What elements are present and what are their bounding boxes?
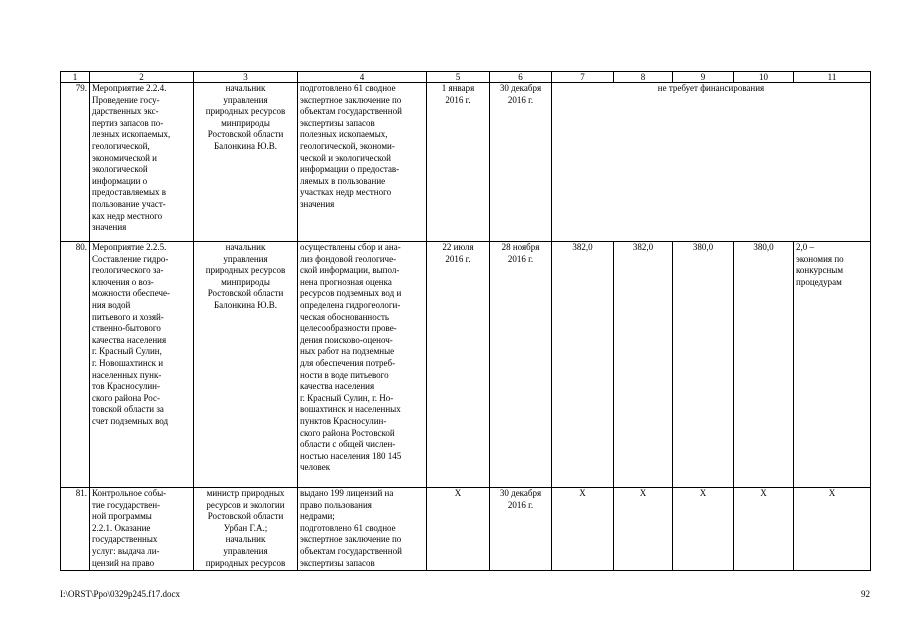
- cell-line: определена гидрогеологи-: [300, 299, 401, 310]
- cell-line: лезных ископаемых,: [92, 129, 171, 140]
- cell-line: ресурсов и экологии: [206, 499, 285, 510]
- table-row: [61, 83, 871, 242]
- cell-line: ческая обоснованность: [300, 311, 389, 322]
- col8-value: 382,0: [614, 242, 673, 488]
- cell-line: участках недр местного: [300, 187, 392, 198]
- cell-line: нена прогнозная оценка: [300, 276, 392, 287]
- cell-line: экспертное заключение по: [300, 94, 402, 105]
- header-row: [61, 72, 871, 83]
- cell-line: природных ресурсов: [205, 265, 286, 276]
- responsible-person: [194, 488, 298, 571]
- cell-line: ных работ на подземные: [300, 346, 395, 357]
- cell-line: Контрольное собы-: [92, 488, 167, 498]
- page-number: 92: [861, 589, 870, 599]
- cell-line: для обеспечения потреб-: [300, 357, 396, 368]
- cell-line: ресурсов подземных вод и: [300, 288, 402, 299]
- cell-line: 22 июля: [442, 242, 474, 252]
- table-row: [61, 242, 871, 488]
- cell-line: ках недр местного: [92, 210, 163, 221]
- cell-line: минприроды: [221, 117, 270, 128]
- header-cell: 6: [490, 72, 552, 83]
- col9-value: Х: [673, 488, 734, 571]
- end-date: [490, 83, 552, 242]
- header-cell: 10: [734, 72, 794, 83]
- cell-line: пунктов Красносулин-: [300, 415, 387, 426]
- header-cell: 1: [61, 72, 90, 83]
- cell-line: ляемых в пользование: [300, 175, 386, 186]
- col10-value: 380,0: [734, 242, 794, 488]
- cell-line: пертиз запасов по-: [92, 117, 164, 128]
- row-number: 79.: [61, 83, 90, 242]
- cell-line: полезных ископаемых,: [300, 129, 388, 140]
- cell-line: начальник: [225, 242, 266, 252]
- cell-line: Х: [454, 488, 462, 498]
- header-cell: 7: [552, 72, 614, 83]
- cell-line: 2016 г.: [507, 499, 534, 510]
- cell-line: геологической, экономи-: [300, 140, 395, 151]
- cell-line: осуществлены сбор и ана-: [300, 242, 401, 252]
- cell-line: цензий на право: [92, 557, 155, 568]
- cell-line: минприроды: [221, 276, 270, 287]
- result-description: [298, 488, 427, 571]
- end-date: [490, 242, 552, 488]
- cell-line: информации о предостав-: [300, 164, 400, 175]
- cell-line: 2016 г.: [507, 253, 534, 264]
- cell-line: Проведение госу-: [92, 94, 160, 105]
- cell-line: экономия по: [796, 253, 844, 264]
- cell-line: экономической и: [92, 152, 157, 163]
- cell-line: г. Новошахтинск и: [92, 357, 164, 368]
- cell-line: человек: [300, 462, 331, 473]
- cell-line: Балонкина Ю.В.: [213, 140, 278, 151]
- cell-line: экспертизы запасов: [300, 117, 375, 128]
- cell-line: значения: [300, 198, 335, 209]
- funding-note: не требует финансирования: [552, 83, 871, 242]
- cell-line: предоставляемых в: [92, 187, 167, 198]
- header-cell: 8: [614, 72, 673, 83]
- cell-line: управления: [223, 253, 268, 264]
- cell-line: управления: [223, 545, 268, 556]
- cell-line: дарственных экс-: [92, 106, 159, 117]
- cell-line: объектам государственной: [300, 106, 402, 117]
- header-cell: 5: [427, 72, 490, 83]
- result-description: [298, 83, 427, 242]
- end-date: [490, 488, 552, 571]
- cell-line: товской области за: [92, 404, 164, 415]
- col11-note: [794, 488, 871, 571]
- cell-line: целесообразности прове-: [300, 323, 397, 334]
- cell-line: ской информации, выпол-: [300, 265, 400, 276]
- start-date: [427, 488, 490, 571]
- cell-line: 2.2.1. Оказание: [92, 522, 151, 533]
- cell-line: начальник: [225, 83, 266, 93]
- cell-line: ского района Ростовской: [300, 427, 395, 438]
- cell-line: области с общей числен-: [300, 439, 396, 450]
- cell-line: Составление гидро-: [92, 253, 169, 264]
- cell-line: услуг: выдача ли-: [92, 545, 160, 556]
- cell-line: тие государствен-: [92, 499, 161, 510]
- header-cell: 9: [673, 72, 734, 83]
- cell-line: объектам государственной: [300, 545, 402, 556]
- cell-line: право пользования: [300, 499, 372, 510]
- cell-line: Мероприятие 2.2.5.: [92, 242, 167, 252]
- cell-line: 30 декабря: [499, 488, 542, 498]
- cell-line: пользование участ-: [92, 198, 166, 209]
- cell-line: Балонкина Ю.В.: [213, 299, 278, 310]
- document-page: [60, 71, 870, 571]
- cell-line: геологической,: [92, 140, 150, 151]
- cell-line: недрами;: [300, 511, 335, 522]
- cell-line: 2016 г.: [445, 253, 471, 264]
- cell-line: счет подземных вод: [92, 415, 169, 426]
- cell-line: ности в воде питьевого: [300, 369, 389, 380]
- cell-line: ностью населения 180 145: [300, 450, 402, 461]
- col10-value: Х: [734, 488, 794, 571]
- cell-line: значения: [92, 222, 127, 233]
- cell-line: ключения о воз-: [92, 276, 154, 287]
- cell-line: г. Красный Сулин,: [92, 346, 162, 357]
- start-date: [427, 242, 490, 488]
- cell-line: дения поисково-оценоч-: [300, 334, 393, 345]
- cell-line: министр природных: [206, 488, 285, 498]
- cell-line: ческой и экологической: [300, 152, 391, 163]
- cell-line: подготовлено 61 сводное: [300, 522, 396, 533]
- cell-line: подготовлено 61 сводное: [300, 83, 396, 93]
- footer-file-path: I:\ORST\Ppo\0329p245.f17.docx: [60, 589, 181, 599]
- cell-line: Урбан Г.А.;: [223, 522, 268, 533]
- col8-value: Х: [614, 488, 673, 571]
- cell-line: управления: [223, 94, 268, 105]
- cell-line: 2016 г.: [507, 94, 534, 105]
- cell-line: ния водой: [92, 299, 131, 310]
- cell-line: лиз фондовой геологиче-: [300, 253, 397, 264]
- cell-line: природных ресурсов: [205, 557, 286, 568]
- cell-line: информации о: [92, 175, 148, 186]
- col11-note: [794, 242, 871, 488]
- header-cell: 11: [794, 72, 871, 83]
- header-cell: 2: [90, 72, 194, 83]
- col9-value: 380,0: [673, 242, 734, 488]
- col7-value: Х: [552, 488, 614, 571]
- header-cell: 3: [194, 72, 298, 83]
- cell-line: тов Красносулин-: [92, 381, 160, 392]
- result-description: [298, 242, 427, 488]
- cell-line: экспертное заключение по: [300, 534, 402, 545]
- cell-line: питьевого и хозяй-: [92, 311, 164, 322]
- col7-value: 382,0: [552, 242, 614, 488]
- cell-line: Ростовской области: [207, 288, 284, 299]
- cell-line: процедурам: [796, 276, 842, 287]
- table-row: [61, 488, 871, 571]
- cell-line: Ростовской области: [207, 511, 284, 522]
- row-number: 81.: [61, 488, 90, 571]
- cell-line: Ростовской области: [207, 129, 284, 140]
- cell-line: качества населения: [92, 334, 167, 345]
- cell-line: населенных пунк-: [92, 369, 162, 380]
- cell-line: конкурсным: [796, 265, 844, 276]
- cell-line: экологической: [92, 164, 148, 175]
- start-date: [427, 83, 490, 242]
- cell-line: ной программы: [92, 511, 152, 522]
- cell-line: природных ресурсов: [205, 106, 286, 117]
- header-cell: 4: [298, 72, 427, 83]
- row-number: 80.: [61, 242, 90, 488]
- cell-line: ского района Рос-: [92, 392, 160, 403]
- cell-line: г. Красный Сулин, г. Но-: [300, 392, 394, 403]
- cell-line: начальник: [225, 534, 266, 545]
- cell-line: можности обеспече-: [92, 288, 171, 299]
- cell-line: выдано 199 лицензий на: [300, 488, 394, 498]
- cell-line: ственно-бытового: [92, 323, 161, 334]
- responsible-person: [194, 242, 298, 488]
- cell-line: 2016 г.: [445, 94, 471, 105]
- cell-line: 30 декабря: [499, 83, 542, 93]
- activity-name: [90, 242, 194, 488]
- cell-line: 28 ноября: [501, 242, 540, 252]
- report-table: [60, 71, 871, 571]
- cell-line: 2,0 –: [796, 242, 814, 252]
- cell-line: Мероприятие 2.2.4.: [92, 83, 167, 93]
- cell-line: экспертизы запасов: [300, 557, 375, 568]
- cell-line: геологического за-: [92, 265, 164, 276]
- cell-line: Х: [828, 488, 836, 498]
- responsible-person: [194, 83, 298, 242]
- cell-line: 1 января: [441, 83, 475, 93]
- activity-name: [90, 488, 194, 571]
- cell-line: государственных: [92, 534, 158, 545]
- activity-name: [90, 83, 194, 242]
- cell-line: качества населения: [300, 381, 375, 392]
- cell-line: вошахтинск и населенных: [300, 404, 401, 415]
